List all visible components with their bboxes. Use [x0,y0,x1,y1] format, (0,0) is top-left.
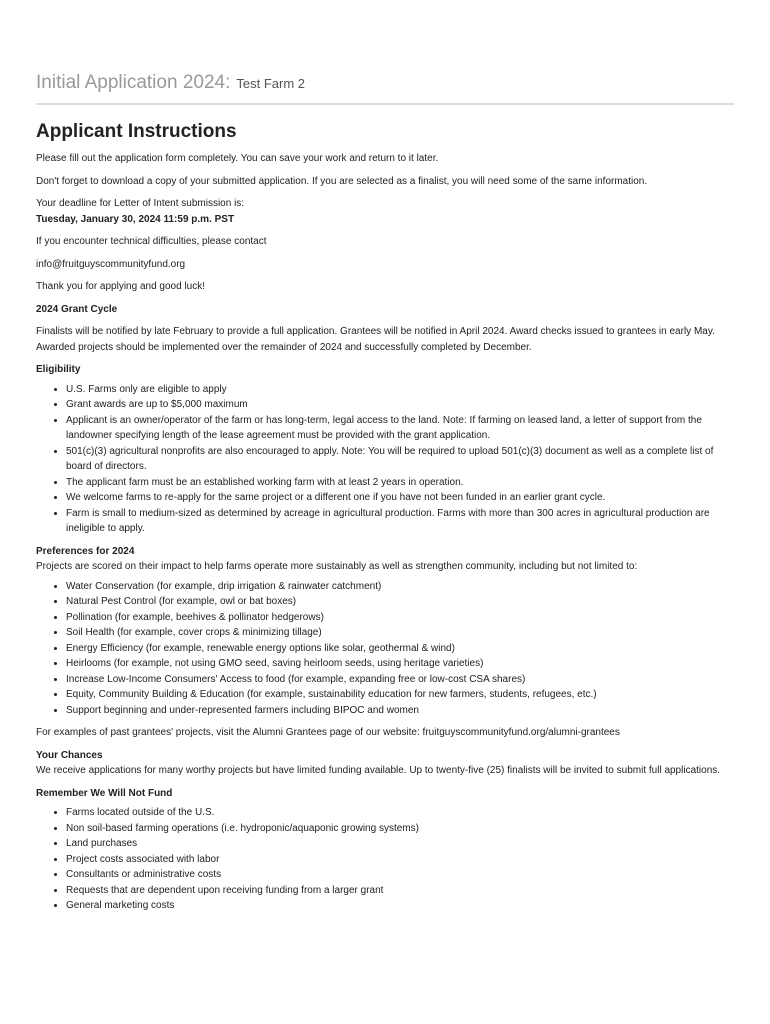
deadline-intro: Your deadline for Letter of Intent submission is: [36,198,245,209]
thanks-text: Thank you for applying and good luck! [36,281,205,292]
instructions-heading: Applicant Instructions [36,121,237,142]
grant-cycle-text: Finalists will be notified by late February to provide a full application. Grantees will be notified in April 2024. Award checks issued to grantees in early May. Awarded projects should be implemented over the remainder of 2024 and successfully completed by December. [36,326,715,353]
alumni-text: For examples of past grantees' projects, visit the Alumni Grantees page of our website: fruitguyscommunityfund.org/alumni-grantees [36,727,620,738]
list-item: • Heirlooms (for example, not using GMO seed, saving heirloom seeds, using heritage varieties) [66,656,734,672]
contact-intro: If you encounter technical difficulties, please contact [36,236,267,247]
list-item: • Equity, Community Building & Education (for example, sustainability education for new farmers, students, refugees, etc.) [66,687,734,703]
list-item: • Pollination (for example, beehives & pollinator hedgerows) [66,610,734,626]
deadline-date: Tuesday, January 30, 2024 11:59 p.m. PST [36,213,235,225]
list-item: • Increase Low-Income Consumers' Access to food (for example, expanding free or low-cost CSA shares) [66,672,734,688]
preferences-list [36,579,734,719]
farm-name: Test Farm 2 [236,76,305,91]
list-item: • Energy Efficiency (for example, renewable energy options like solar, geothermal & wind) [66,641,734,657]
list-item: • Support beginning and under-represented farmers including BIPOC and women [66,703,734,719]
instructions-paragraph: Please fill out the application form completely. You can save your work and return to it later. [36,153,439,164]
list-item: • Land purchases [66,836,734,852]
list-item: • Non soil-based farming operations (i.e. hydroponic/aquaponic growing systems) [66,821,734,837]
preferences-intro: Projects are scored on their impact to help farms operate more sustainably as well as strengthen community, including but not limited to: [36,561,638,572]
contact-email: info@fruitguyscommunityfund.org [36,258,186,270]
list-item: • General marketing costs [66,898,734,914]
list-item: • We welcome farms to re-apply for the same project or a different one if you have not been funded in an earlier grant cycle. [66,490,734,506]
document-header [36,72,734,105]
grant-cycle-heading: 2024 Grant Cycle [36,303,118,315]
not-fund-list [36,805,734,914]
list-item: • Applicant is an owner/operator of the farm or has long-term, legal access to the land. Note: If farming on leased land, a letter of support from the landowner specifying length of the lease agreement must be provided with the grant application. [66,413,734,444]
list-item: • Farm is small to medium-sized as determined by acreage in agricultural production. Farms with more than 300 acres in agricultural production are ineligible to apply. [66,506,734,537]
page-title: Initial Application 2024: [36,72,231,93]
list-item: • 501(c)(3) agricultural nonprofits are also encouraged to apply. Note: You will be required to upload 501(c)(3) document as well as a complete list of board of directors. [66,444,734,475]
list-item: • U.S. Farms only are eligible to apply [66,382,734,398]
list-item: • Soil Health (for example, cover crops & minimizing tillage) [66,625,734,641]
instructions-paragraph: Don't forget to download a copy of your submitted application. If you are selected as a finalist, you will need some of the same information. [36,175,648,187]
list-item: • Project costs associated with labor [66,852,734,868]
list-item: • Water Conservation (for example, drip irrigation & rainwater catchment) [66,579,734,595]
not-fund-heading: Remember We Will Not Fund [36,787,173,799]
preferences-heading: Preferences for 2024 [36,545,135,557]
list-item: • The applicant farm must be an established working farm with at least 2 years in operation. [66,475,734,491]
list-item: • Consultants or administrative costs [66,867,734,883]
list-item: • Requests that are dependent upon receiving funding from a larger grant [66,883,734,899]
list-item: • Farms located outside of the U.S. [66,805,734,821]
eligibility-heading: Eligibility [36,364,81,375]
chances-text: We receive applications for many worthy projects but have limited funding available. Up to twenty-five (25) finalists will be invited to submit full applications. [36,765,721,776]
chances-heading: Your Chances [36,749,103,761]
list-item: • Grant awards are up to $5,000 maximum [66,397,734,413]
eligibility-list [36,382,734,537]
list-item: • Natural Pest Control (for example, owl or bat boxes) [66,594,734,610]
